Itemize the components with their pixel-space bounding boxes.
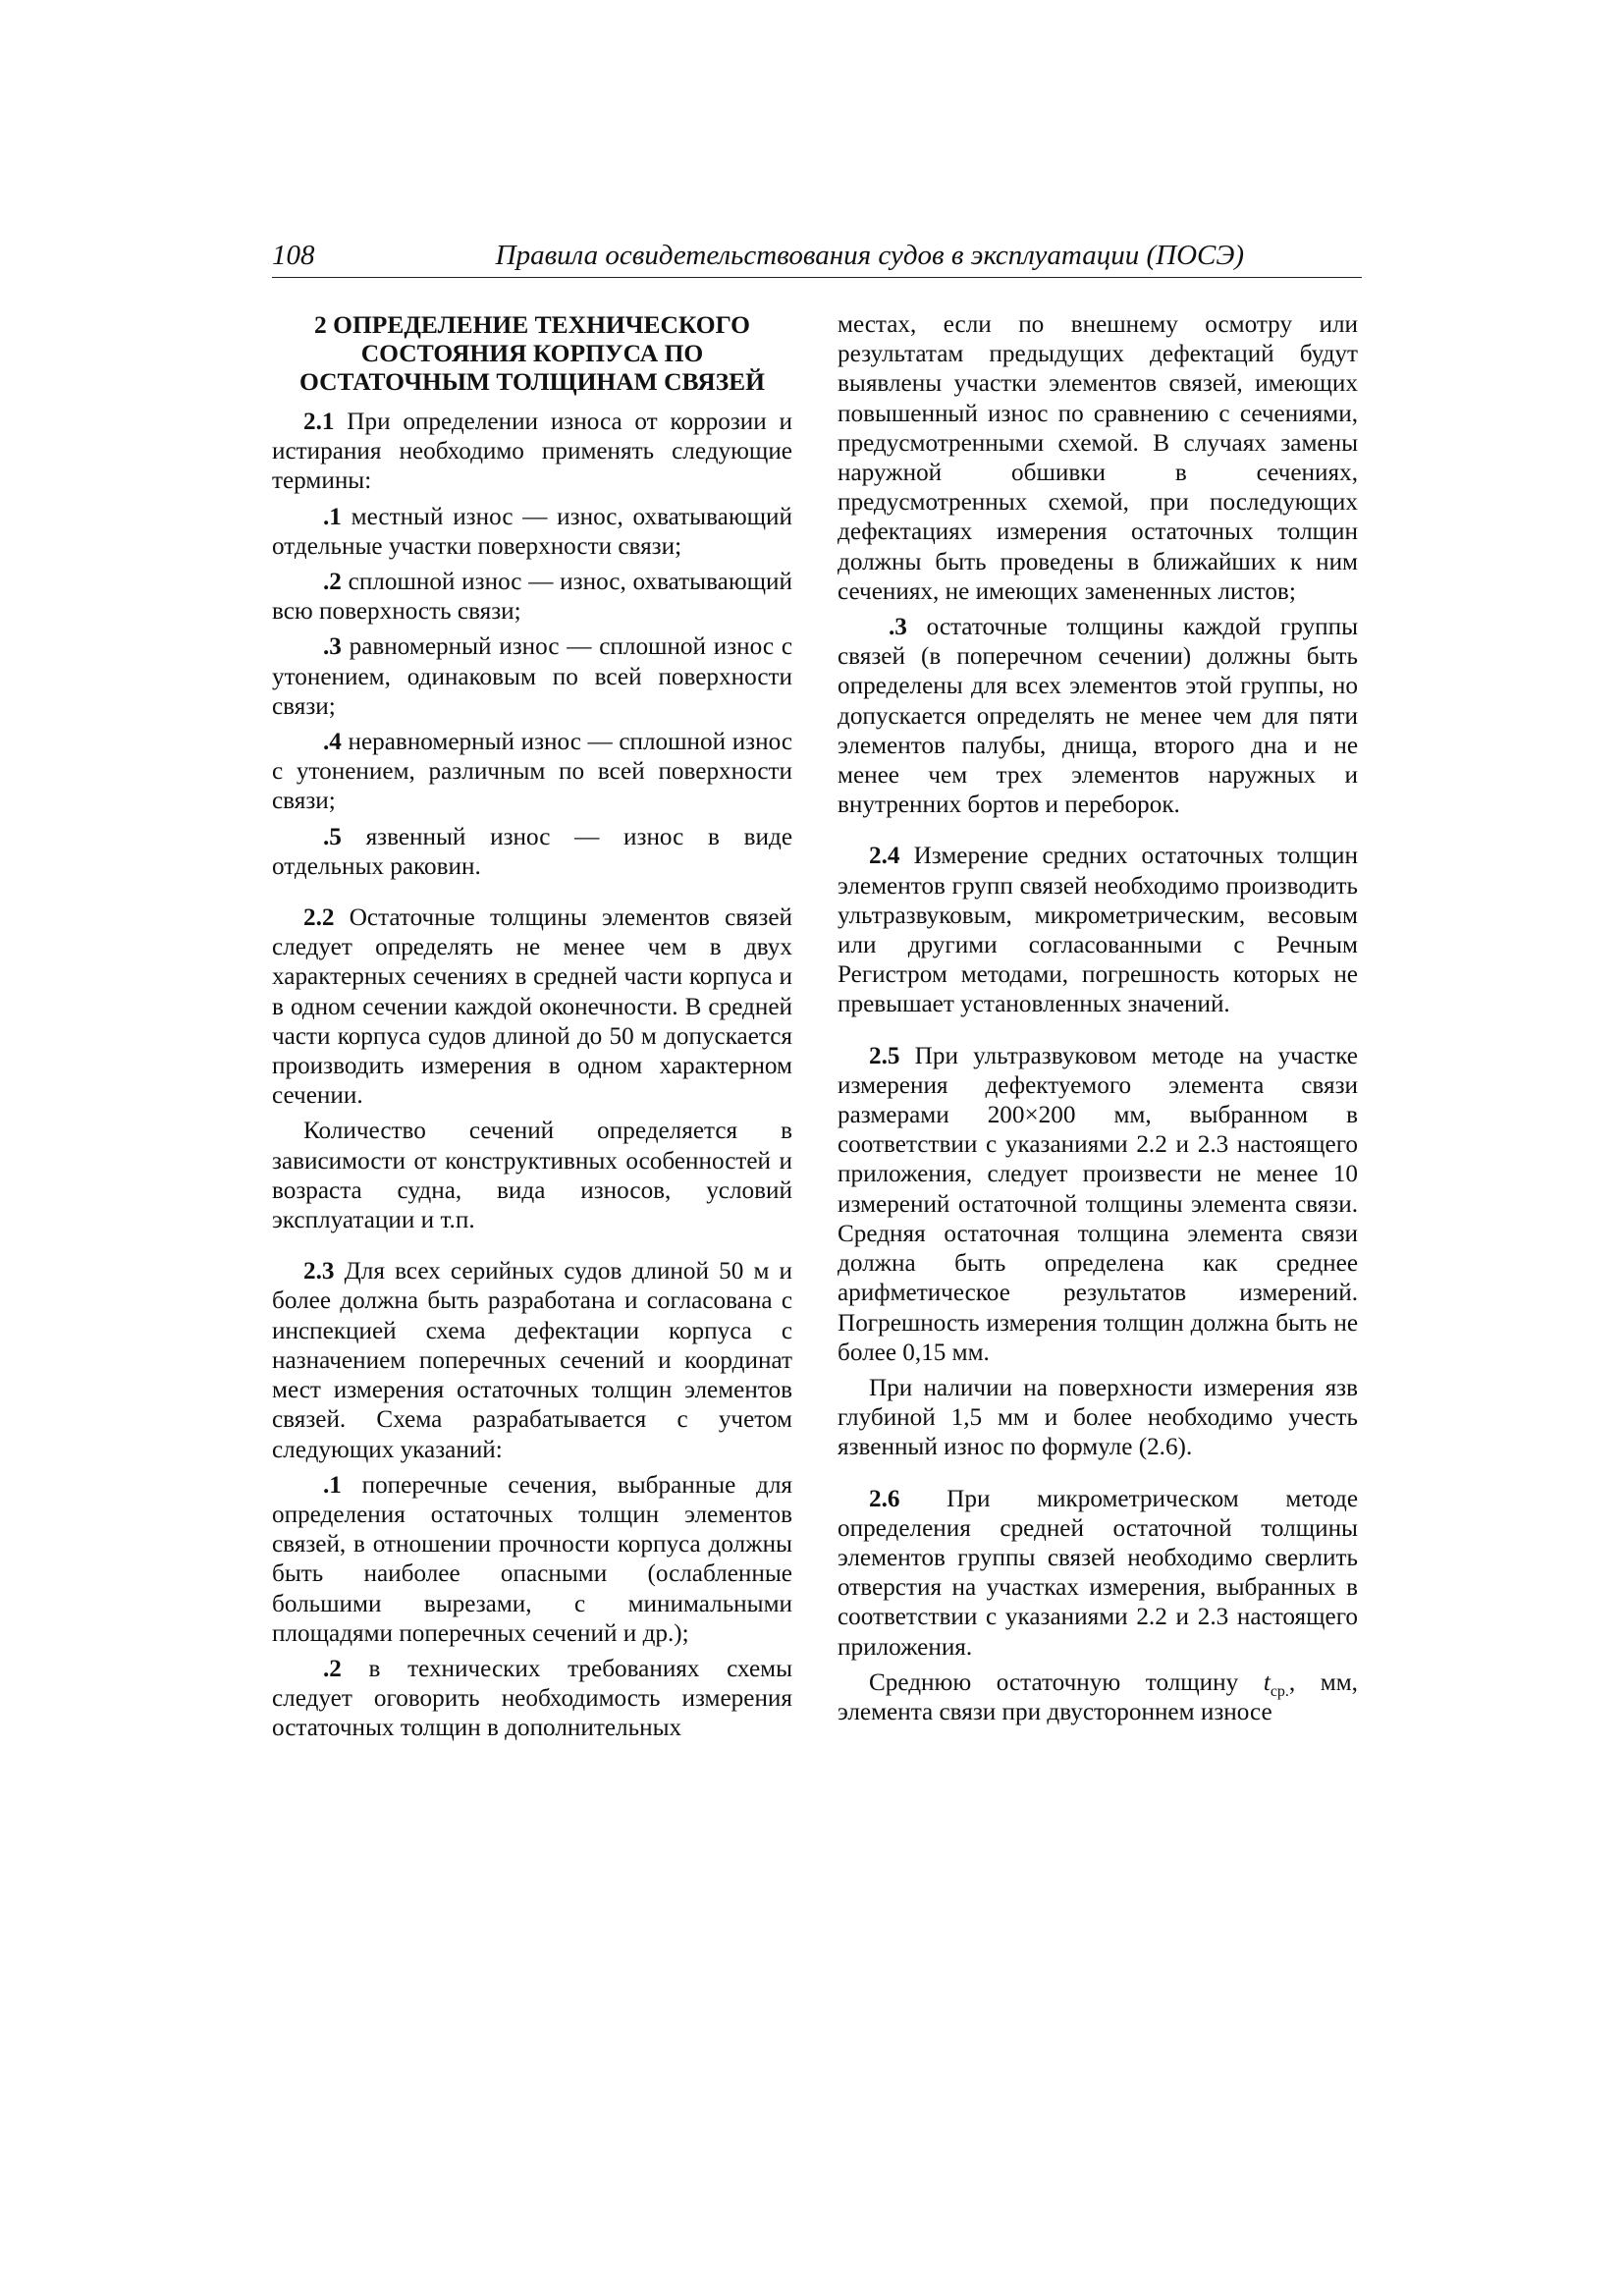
paragraph-2-2-continued: Количество сечений определяется в зависимости от конструктивных особенностей и возраста судна, вида износов, условий эксплуатации и т.п. [272,1118,792,1234]
clause-number: 2.4 [869,843,900,870]
paragraph-text: При микрометрическом методе определения средней остаточной толщины элементов группы связей необходимо сверлить отверстия на участках измерения, выбранных в соответствии с указаниями 2.2 и 2.3 настоящего приложения. [838,1485,1358,1661]
term-4 [272,728,792,817]
item-number: .3 [889,614,907,641]
clause-number: 2.2 [303,904,335,932]
item-number: .1 [323,1471,342,1499]
clause-number: 2.5 [869,1042,900,1069]
paragraph-text: При ультразвуковом методе на участке измерения дефектуемого элемента связи размерами 200×200 мм, выбранном в соответствии с указаниями 2.2 и 2.3 настоящего приложения, следует произвести не менее 10 измерений остаточной толщины элемента связи. Средняя остаточная толщина элемента связи должна быть определена как среднее арифметическое результатов измерений. Погрешность измерения толщин должна быть не более 0,15 мм. [838,1042,1358,1366]
clause-number: 2.6 [869,1485,900,1512]
instruction-text: в технических требованиях схемы следует оговорить необходимость измерения остаточных толщин в дополнительных [272,1655,792,1742]
instruction-1 [272,1471,792,1649]
running-header [272,240,1362,278]
paragraph-2-6-continued [838,1668,1358,1727]
term-text: сплошной износ — износ, охватывающий всю поверхность связи; [272,569,792,626]
instruction-text: поперечные сечения, выбранные для определения остаточных толщин элементов связей, в отношении прочности корпуса должны быть наиболее опасными (ослабленные большими вырезами, с минимальными площадями поперечных сечений и др.); [272,1471,792,1647]
paragraph-2-6 [838,1485,1358,1663]
item-number: .4 [323,729,342,756]
term-text: язвенный износ — износ в виде отдельных раковин. [272,823,792,880]
term-3 [272,632,792,722]
section-title-line: СОСТОЯНИЯ КОРПУСА ПО [360,339,704,367]
term-text: местный износ — износ, охватывающий отдельные участки поверхности связи; [272,503,793,560]
paragraph-text: Среднюю остаточную толщину [869,1668,1239,1696]
paragraph-text: Измерение средних остаточных толщин элементов групп связей необходимо производить ультразвуковым, микрометрическим, весовым или другими согласованными с Речным Регистром методами, погрешность которых не превышает установленных значений. [838,843,1359,1018]
term-text: неравномерный износ — сплошной износ с утонением, различным по всей поверхности связи; [272,729,792,815]
term-1 [272,503,792,562]
page-number: 108 [272,240,315,271]
paragraph-2-5-continued: При наличии на поверхности измерения язв глубиной 1,5 мм и более необходимо учесть язвенный износ по формуле (2.6). [838,1374,1358,1461]
paragraph-text: Остаточные толщины элементов связей следует определять не менее чем в двух характерных сечениях в средней части корпуса и в одном сечении каждой оконечности. В средней части корпуса судов длиной до 50 м допускается производить измерения в одном характерном сечении. [272,904,793,1110]
right-column [838,310,1358,1733]
section-title-line: ОСТАТОЧНЫМ ТОЛЩИНАМ СВЯЗЕЙ [298,367,766,396]
paragraph-2-4 [838,842,1358,1019]
paragraph-text: При определении износа от коррозии и истирания необходимо применять следующие термины: [272,409,792,495]
instruction-text: остаточные толщины каждой группы связей (в поперечном сечении) должны быть определены для всех элементов этой группы, но допускается определять не менее чем для пяти элементов палубы, днища, второго дна и не менее чем трех элементов наружных и внутренних бортов и переборок. [838,614,1358,819]
paragraph-2-5 [838,1042,1358,1368]
term-2 [272,568,792,627]
paragraph-text: Для всех серийных судов длиной 50 м и более должна быть разработана и согласована с инспекцией схема дефектации корпуса с назначением поперечных сечений и координат мест измерения остаточных толщин элементов связей. Схема разрабатывается с учетом следующих указаний: [272,1258,792,1463]
section-title [272,310,792,396]
item-number: .3 [323,633,342,661]
clause-number: 2.3 [303,1258,335,1285]
instruction-2-continued: местах, если по внешнему осмотру или результатам предыдущих дефектаций будут выявлены участки элементов связей, имеющих повышенный износ по сравнению с сечениями, предусмотренными схемой. В случаях замены наружной обшивки в сечениях, предусмотренных схемой, при последующих дефектациях измерения остаточных толщин должны быть проведены в ближайших к ним сечениях, не имеющих замененных листов; [838,311,1358,605]
clause-number: 2.1 [303,409,335,435]
item-number: .1 [323,503,342,530]
paragraph-2-1 [272,408,792,497]
term-5 [272,823,792,882]
paragraph-2-2 [272,903,792,1111]
item-number: .2 [323,569,342,596]
item-number: .5 [323,823,342,850]
running-title: Правила освидетельствования судов в эксплуатации (ПОСЭ) [495,240,1244,271]
paragraph-text: , мм, элемента связи при двустороннем износе [838,1668,1358,1725]
instruction-2 [272,1655,792,1744]
section-title-line: 2 ОПРЕДЕЛЕНИЕ ТЕХНИЧЕСКОГО [313,310,750,339]
left-column [272,310,792,1750]
thickness-variable: t [1263,1668,1271,1696]
thickness-subscript: ср. [1270,1682,1289,1700]
item-number: .2 [323,1655,342,1682]
paragraph-2-3 [272,1257,792,1464]
term-text: равномерный износ — сплошной износ с утонением, одинаковым по всей поверхности связи; [272,633,792,720]
instruction-3 [838,613,1358,820]
